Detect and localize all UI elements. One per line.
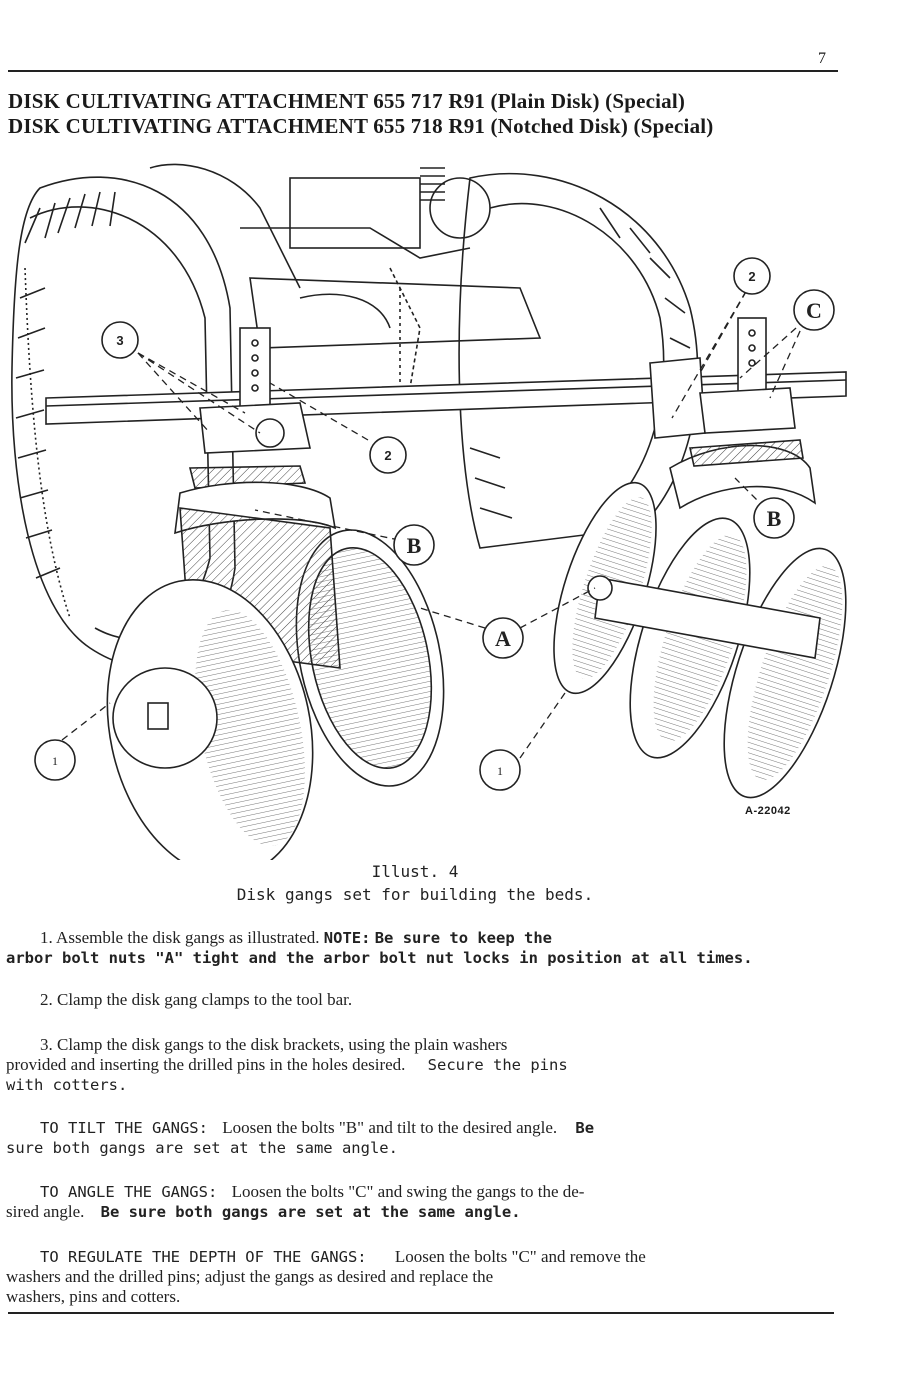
p3-line1: 3. Clamp the disk gangs to the disk brackets, using the plain washers [40, 1035, 508, 1054]
p1-start: 1. Assemble the disk gangs as illustrated. [40, 928, 320, 947]
p1-line2: arbor bolt nuts "A" tight and the arbor bolt nut locks in position at all times. [6, 949, 753, 967]
paragraph-5 [6, 1182, 866, 1222]
caption-text: Disk gangs set for building the beds. [236, 885, 594, 904]
tractor-frame [150, 164, 540, 388]
callout-3: 3 [116, 333, 124, 348]
p5-heading: TO ANGLE THE GANGS: [40, 1183, 218, 1201]
figure-reference: A-22042 [745, 805, 791, 817]
p5-text: Loosen the bolts "C" and swing the gangs to the de- [231, 1182, 585, 1201]
paragraph-4 [6, 1118, 866, 1158]
p4-be: Be [575, 1119, 595, 1137]
p1-rest: Be sure to keep the [374, 929, 553, 947]
right-disk-bracket [650, 318, 815, 508]
p3-line3: with cotters. [6, 1076, 128, 1094]
title-block [8, 89, 898, 139]
right-disk-gang [533, 471, 871, 811]
illustration [0, 148, 914, 860]
p6-heading: TO REGULATE THE DEPTH OF THE GANGS: [40, 1248, 367, 1266]
right-tractor-tire [459, 174, 698, 548]
p5-line2-mono: Be sure both gangs are set at the same angle. [100, 1203, 521, 1221]
callout-b-left: B [406, 533, 422, 558]
callout-c: C [806, 298, 822, 323]
page-number: 7 [818, 50, 826, 67]
p4-text: Loosen the bolts "B" and tilt to the desired angle. [222, 1118, 558, 1137]
callout-a: A [495, 626, 511, 651]
header-rule [8, 70, 838, 72]
caption-label: Illust. 4 [371, 862, 459, 881]
paragraph-1 [6, 928, 866, 968]
title-notched-disk: DISK CULTIVATING ATTACHMENT 655 718 R91 (Notched Disk) (Special) [8, 114, 714, 138]
paragraph-6 [6, 1247, 866, 1307]
p3-line2-serif: provided and inserting the drilled pins in the holes desired. [6, 1055, 406, 1074]
paragraph-3 [6, 1035, 866, 1095]
p4-line2: sure both gangs are set at the same angle. [6, 1139, 398, 1157]
paragraph-2 [6, 990, 866, 1010]
callout-1-right: 1 [497, 764, 503, 778]
left-disk-bracket [175, 328, 335, 533]
p5-line2-serif: sired angle. [6, 1202, 85, 1221]
p3-line2-mono: Secure the pins [427, 1056, 568, 1074]
callout-1-left: 1 [52, 754, 58, 768]
footer-rule [8, 1312, 834, 1314]
p6-line2: washers and the drilled pins; adjust the gangs as desired and replace the [6, 1267, 494, 1286]
disk-cultivator-drawing [0, 148, 914, 860]
p6-line3: washers, pins and cotters. [6, 1287, 181, 1306]
p4-heading: TO TILT THE GANGS: [40, 1119, 208, 1137]
title-plain-disk: DISK CULTIVATING ATTACHMENT 655 717 R91 (Plain Disk) (Special) [8, 89, 686, 113]
p1-note: NOTE: [323, 929, 371, 947]
p6-text: Loosen the bolts "C" and remove the [394, 1247, 646, 1266]
p2-text: 2. Clamp the disk gang clamps to the tool bar. [40, 990, 353, 1009]
callout-2-right: 2 [748, 269, 756, 284]
callout-2-left: 2 [384, 448, 392, 463]
callout-b-right: B [766, 506, 782, 531]
